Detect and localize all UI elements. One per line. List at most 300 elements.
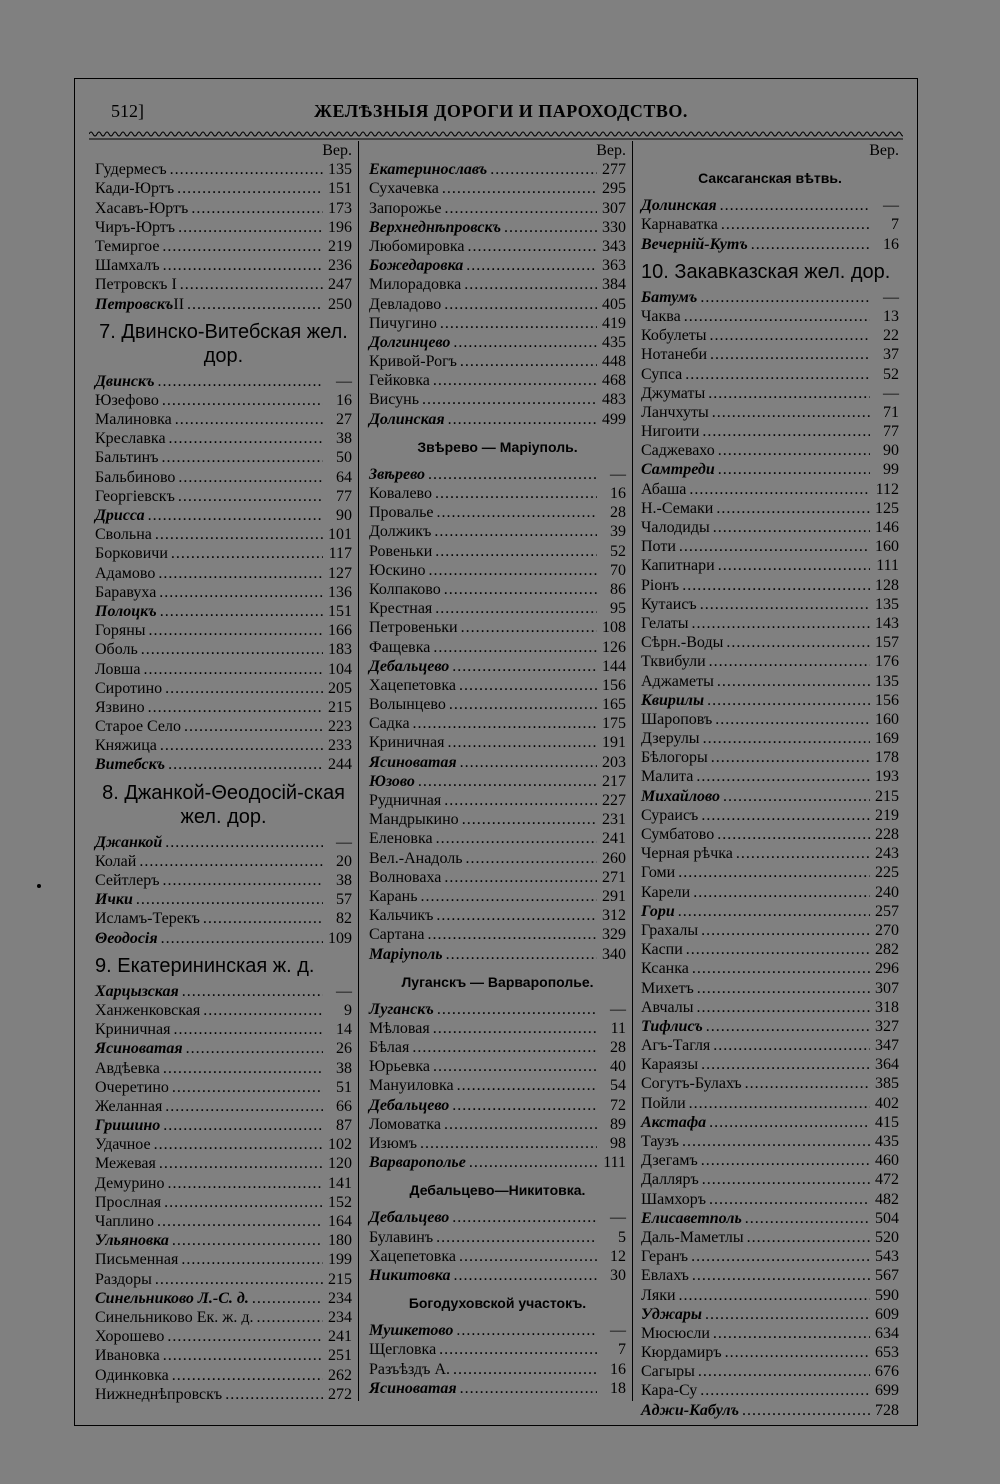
station-name: Батумъ xyxy=(641,288,698,306)
verst-value: 203 xyxy=(602,753,626,771)
station-row xyxy=(95,506,352,525)
station-row xyxy=(641,1017,899,1036)
leader-dots xyxy=(434,522,597,541)
station-name: Демурино xyxy=(95,1174,165,1192)
verst-value: 227 xyxy=(602,792,626,809)
station-row xyxy=(95,218,352,237)
station-name: Кутаисъ xyxy=(641,595,697,613)
leader-dots xyxy=(679,537,870,556)
leader-dots xyxy=(712,403,870,422)
station-name: Юзефово xyxy=(95,391,159,409)
station-row xyxy=(95,544,352,563)
leader-dots xyxy=(178,218,323,237)
station-row xyxy=(641,1286,899,1305)
station-name: Ксанка xyxy=(641,960,689,978)
station-row xyxy=(641,196,899,215)
station-row xyxy=(369,1096,626,1115)
station-name: Чаплино xyxy=(95,1213,154,1230)
leader-dots xyxy=(453,1266,597,1285)
station-row xyxy=(95,1231,352,1250)
verst-value: 329 xyxy=(602,926,626,944)
verst-value: 199 xyxy=(328,1251,352,1269)
station-name: Ланчхуты xyxy=(641,403,709,421)
station-row xyxy=(641,825,899,844)
verst-value: 634 xyxy=(875,1324,899,1342)
station-row xyxy=(641,1094,899,1113)
station-name: Божедаровка xyxy=(369,257,464,275)
station-row xyxy=(641,576,899,595)
station-row xyxy=(95,1327,352,1346)
station-row xyxy=(641,1170,899,1189)
verst-value: 38 xyxy=(336,430,352,448)
station-name: Кобулеты xyxy=(641,327,707,345)
station-row xyxy=(369,542,626,561)
station-row xyxy=(95,1174,352,1193)
station-row xyxy=(369,829,626,848)
station-row xyxy=(95,1135,352,1154)
station-row xyxy=(369,390,626,409)
station-row xyxy=(641,691,899,710)
verst-value: 20 xyxy=(336,852,352,870)
leader-dots xyxy=(186,1039,323,1058)
station-name: Пойли xyxy=(641,1094,686,1112)
verst-value: 52 xyxy=(883,365,899,383)
station-row xyxy=(95,525,352,544)
station-name: Разъѣздъ А. xyxy=(369,1360,451,1378)
leader-dots xyxy=(453,333,597,352)
verst-value: 108 xyxy=(602,619,626,637)
leader-dots xyxy=(203,1001,323,1020)
verst-value: 472 xyxy=(875,1171,899,1189)
station-name: Таузъ xyxy=(641,1133,679,1150)
leader-dots xyxy=(745,1074,870,1093)
station-name: Харцызская xyxy=(95,982,179,1000)
station-name: Даль-Маметлы xyxy=(641,1228,744,1246)
verst-value: 257 xyxy=(875,902,899,920)
station-row xyxy=(369,906,626,925)
station-row xyxy=(95,890,352,909)
leader-dots xyxy=(692,614,870,633)
station-row xyxy=(369,410,626,429)
leader-dots xyxy=(139,852,323,871)
leader-dots xyxy=(466,849,597,868)
leader-dots xyxy=(684,307,870,326)
station-row xyxy=(369,1321,626,1340)
station-name: Нигоити xyxy=(641,423,700,441)
verst-value: 16 xyxy=(610,485,626,502)
station-name: Юрьевка xyxy=(369,1058,431,1076)
station-name: Булавинъ xyxy=(369,1228,434,1246)
leader-dots xyxy=(449,695,597,714)
verst-value: 9 xyxy=(344,1001,352,1019)
station-row xyxy=(95,410,352,429)
verst-header: Вер. xyxy=(869,142,899,159)
verst-value: 135 xyxy=(875,672,899,690)
verst-value: — xyxy=(883,288,899,306)
leader-dots xyxy=(165,833,323,852)
station-name: Далляръ xyxy=(641,1171,699,1189)
verst-value: 282 xyxy=(875,941,899,959)
leader-dots xyxy=(154,1135,323,1154)
verst-value: 98 xyxy=(610,1135,626,1152)
station-row xyxy=(95,1308,352,1327)
station-name: Мандрыкино xyxy=(369,811,459,829)
station-name: Сиротино xyxy=(95,679,163,697)
leader-dots xyxy=(442,179,597,198)
verst-value: 191 xyxy=(602,734,626,752)
station-name: Удачное xyxy=(95,1136,151,1154)
station-row xyxy=(369,714,626,733)
verst-value: 384 xyxy=(602,276,626,294)
station-name: Карнаватка xyxy=(641,216,718,234)
leader-dots xyxy=(678,863,870,882)
verst-value: 347 xyxy=(875,1037,899,1055)
station-row xyxy=(95,1116,352,1135)
leader-dots xyxy=(697,998,870,1017)
verst-value: 40 xyxy=(610,1058,626,1076)
station-row xyxy=(369,1153,626,1172)
station-name: Карели xyxy=(641,883,691,901)
verst-value: 11 xyxy=(610,1019,626,1037)
leader-dots xyxy=(436,906,597,925)
station-row xyxy=(641,345,899,364)
station-row xyxy=(95,1250,352,1269)
verst-value: 143 xyxy=(875,614,899,632)
station-name: Ловша xyxy=(95,660,141,678)
station-row xyxy=(641,595,899,614)
station-name: Караязы xyxy=(641,1056,699,1074)
leader-dots xyxy=(696,767,870,786)
station-name: Волынцево xyxy=(369,696,446,714)
station-name: Садка xyxy=(369,715,410,733)
verst-header: Вер. xyxy=(322,142,352,159)
station-name: Любомировка xyxy=(369,237,465,255)
station-row xyxy=(369,1266,626,1285)
station-name: Очеретино xyxy=(95,1078,169,1096)
leader-dots xyxy=(165,1097,323,1116)
leader-dots xyxy=(433,1019,597,1038)
station-row xyxy=(369,733,626,752)
station-row xyxy=(369,638,626,657)
verst-value: 64 xyxy=(336,468,352,486)
leader-dots xyxy=(700,1381,870,1400)
station-name: Петровскъ I xyxy=(95,276,177,294)
leader-dots xyxy=(713,1036,870,1055)
station-name: Ковалево xyxy=(369,485,432,502)
leader-dots xyxy=(702,422,870,441)
verst-value: 223 xyxy=(328,718,352,736)
leader-dots xyxy=(172,1366,323,1385)
station-row xyxy=(641,441,899,460)
leader-dots xyxy=(718,460,870,479)
verst-value: 16 xyxy=(610,1360,626,1378)
station-name: Аджаметы xyxy=(641,672,714,690)
station-name: Михетъ xyxy=(641,979,694,997)
station-row xyxy=(369,868,626,887)
station-name: Саджевахо xyxy=(641,442,715,460)
verst-value: 312 xyxy=(602,907,626,925)
station-name: Авдѣевка xyxy=(95,1059,160,1077)
verst-value: 609 xyxy=(875,1305,899,1323)
station-row xyxy=(641,652,899,671)
station-name: Маріуполь xyxy=(369,945,443,963)
station-name: Малиновка xyxy=(95,411,172,429)
station-row xyxy=(369,1340,626,1359)
verst-value: 180 xyxy=(328,1232,352,1250)
branch-heading: Богодуховской участокъ. xyxy=(408,1295,587,1312)
station-row xyxy=(369,887,626,906)
station-name: Волноваха xyxy=(369,868,442,886)
leader-dots xyxy=(679,1286,870,1305)
station-name: Темиргое xyxy=(95,237,160,255)
bottom-rule xyxy=(74,1425,918,1426)
leader-dots xyxy=(418,772,597,791)
verst-value: 215 xyxy=(328,698,352,716)
station-name: Крестная xyxy=(369,600,433,618)
station-name: Ясиноватая xyxy=(95,1040,183,1058)
station-name: Горяны xyxy=(95,622,146,640)
leader-dots xyxy=(155,1270,323,1289)
leader-dots xyxy=(692,1266,870,1285)
station-row xyxy=(641,614,899,633)
leader-dots xyxy=(460,352,597,371)
leader-dots xyxy=(718,556,870,575)
station-row xyxy=(95,1270,352,1289)
station-name: Креславка xyxy=(95,430,166,448)
station-row xyxy=(95,833,352,852)
verst-value: 219 xyxy=(875,806,899,824)
station-row xyxy=(641,844,899,863)
railway-heading: 8. Джанкой-Θеодосій-ская жел. дор. xyxy=(102,781,345,828)
verst-value: 296 xyxy=(875,960,899,978)
station-name: Провалье xyxy=(369,504,434,522)
station-row xyxy=(641,307,899,326)
station-name: Чаква xyxy=(641,307,681,325)
leader-dots xyxy=(163,256,323,275)
leader-dots xyxy=(173,1020,323,1039)
leader-dots xyxy=(164,1193,323,1212)
station-row xyxy=(95,1059,352,1078)
leader-dots xyxy=(726,633,870,652)
station-name: Аджи-Кабулъ xyxy=(641,1401,740,1419)
verst-value: 126 xyxy=(602,638,626,656)
station-row xyxy=(95,621,352,640)
verst-value: 567 xyxy=(875,1267,899,1285)
leader-dots xyxy=(459,676,597,695)
station-row xyxy=(369,160,626,179)
column-2 xyxy=(369,141,626,1398)
verst-value: 499 xyxy=(602,410,626,428)
station-name: Милорадовка xyxy=(369,276,462,294)
verst-value: 151 xyxy=(328,602,352,620)
station-name: Бальтинъ xyxy=(95,449,159,467)
verst-value: 16 xyxy=(883,235,899,253)
verst-value: 16 xyxy=(336,391,352,409)
station-name: Борковичи xyxy=(95,545,168,563)
station-name: Хасавъ-Юртъ xyxy=(95,199,189,217)
leader-dots xyxy=(170,160,323,179)
station-name: Чалодиды xyxy=(641,519,710,536)
station-row xyxy=(95,679,352,698)
leader-dots xyxy=(686,940,870,959)
station-row xyxy=(95,1078,352,1097)
leader-dots xyxy=(446,945,597,964)
verst-value: 183 xyxy=(328,641,352,659)
station-name: Старое Село xyxy=(95,718,181,736)
verst-value: 37 xyxy=(883,346,899,364)
verst-value: 176 xyxy=(875,653,899,671)
leader-dots xyxy=(175,410,323,429)
station-row xyxy=(641,499,899,518)
station-row xyxy=(95,1385,352,1404)
verst-value: 50 xyxy=(336,449,352,467)
verst-value: 120 xyxy=(328,1155,352,1173)
verst-value: 468 xyxy=(602,372,626,390)
verst-value: 219 xyxy=(328,237,352,255)
station-name: Акстафа xyxy=(641,1113,707,1131)
station-name: Ровеньки xyxy=(369,542,433,560)
leader-dots xyxy=(167,1174,323,1193)
station-name: Еленовка xyxy=(369,830,433,848)
station-row xyxy=(641,883,899,902)
verst-value: 291 xyxy=(602,887,626,905)
leader-dots xyxy=(155,525,323,544)
station-row xyxy=(641,767,899,786)
station-row xyxy=(369,352,626,371)
station-row xyxy=(95,1039,352,1058)
railway-heading: 10. Закавказская жел. дор. xyxy=(641,260,891,283)
station-name: Юскино xyxy=(369,561,426,579)
leader-dots xyxy=(165,679,323,698)
verst-value: 28 xyxy=(610,504,626,522)
station-name: Сейтлеръ xyxy=(95,872,160,889)
leader-dots xyxy=(713,1324,870,1343)
leader-dots xyxy=(701,806,870,825)
station-row xyxy=(95,391,352,410)
station-name: Одинковка xyxy=(95,1366,169,1384)
station-name: Каспи xyxy=(641,941,683,959)
leader-dots xyxy=(162,448,324,467)
leader-dots xyxy=(428,465,597,484)
station-row xyxy=(641,1343,899,1362)
verst-value: — xyxy=(336,833,352,851)
station-row xyxy=(641,921,899,940)
railway-heading: 9. Екатерининская ж. д. xyxy=(95,954,315,977)
verst-value: 271 xyxy=(602,868,626,886)
station-name: Мушкетово xyxy=(369,1322,454,1340)
leader-dots xyxy=(456,1321,597,1340)
leader-dots xyxy=(682,576,870,595)
leader-dots xyxy=(459,1247,597,1266)
station-name: Дебальцево xyxy=(369,657,450,675)
station-name: Дебальцево xyxy=(369,1209,450,1227)
leader-dots xyxy=(436,1228,597,1247)
leader-dots xyxy=(436,829,597,848)
station-name: Кади-Юртъ xyxy=(95,180,175,198)
page-header xyxy=(111,101,891,127)
verst-value: 247 xyxy=(328,276,352,294)
station-name: Щегловка xyxy=(369,1341,437,1359)
leader-dots xyxy=(225,1385,323,1404)
station-name: Рудничная xyxy=(369,792,442,809)
verst-value: 7 xyxy=(618,1341,626,1359)
leader-dots xyxy=(435,542,597,561)
verst-value: 166 xyxy=(328,622,352,640)
leader-dots xyxy=(163,1059,323,1078)
leader-dots xyxy=(159,1154,323,1173)
station-row xyxy=(369,218,626,237)
station-row xyxy=(95,275,352,294)
verst-value: 448 xyxy=(602,353,626,371)
station-name: Чиръ-Юртъ xyxy=(95,218,176,236)
leader-dots xyxy=(191,199,323,218)
station-name: Евлахъ xyxy=(641,1267,689,1285)
station-row xyxy=(369,256,626,275)
station-row xyxy=(95,1366,352,1385)
leader-dots xyxy=(420,1134,597,1153)
leader-dots xyxy=(433,1057,597,1076)
station-name: Шамхалъ xyxy=(95,257,160,275)
station-name: Бѣлогоры xyxy=(641,749,708,767)
station-name: Кюрдамиръ xyxy=(641,1344,722,1362)
station-name: Мѣловая xyxy=(369,1019,430,1037)
station-name: Криничная xyxy=(95,1021,171,1039)
station-row xyxy=(95,1212,352,1231)
leader-dots xyxy=(703,729,870,748)
station-name: Колай xyxy=(95,852,137,870)
station-name: Оболь xyxy=(95,641,138,659)
verst-value: 460 xyxy=(875,1152,899,1170)
wavy-divider xyxy=(89,129,903,141)
leader-dots xyxy=(721,215,870,234)
station-name: Гоми xyxy=(641,864,676,882)
leader-dots xyxy=(464,275,597,294)
leader-dots xyxy=(490,160,597,179)
leader-dots xyxy=(157,1212,323,1231)
verst-value: 5 xyxy=(618,1228,626,1246)
verst-value: 364 xyxy=(875,1056,899,1074)
station-row xyxy=(95,736,352,755)
leader-dots xyxy=(435,484,597,503)
station-row xyxy=(95,871,352,890)
station-row xyxy=(369,199,626,218)
station-row xyxy=(641,1036,899,1055)
leader-dots xyxy=(181,1250,323,1269)
station-row xyxy=(641,633,899,652)
leader-dots xyxy=(702,1170,870,1189)
verst-value: 543 xyxy=(875,1248,899,1266)
verst-value: 193 xyxy=(875,768,899,786)
leader-dots xyxy=(422,390,597,409)
station-name: Ріонъ xyxy=(641,576,680,594)
leader-dots xyxy=(717,672,870,691)
station-name: Язвино xyxy=(95,698,145,716)
station-row xyxy=(641,518,899,537)
station-name: Абаша xyxy=(641,480,687,498)
verst-value: 482 xyxy=(875,1190,899,1208)
leader-dots xyxy=(163,1346,323,1365)
leader-dots xyxy=(742,1401,870,1420)
station-row xyxy=(369,753,626,772)
verst-value: — xyxy=(610,1000,626,1018)
station-name: Ясиноватая xyxy=(369,753,457,771)
station-name: Елисаветполь xyxy=(641,1209,742,1227)
leader-dots xyxy=(709,1190,870,1209)
station-row xyxy=(369,695,626,714)
station-row xyxy=(369,371,626,390)
leader-dots xyxy=(710,345,870,364)
verst-value: 95 xyxy=(610,600,626,618)
